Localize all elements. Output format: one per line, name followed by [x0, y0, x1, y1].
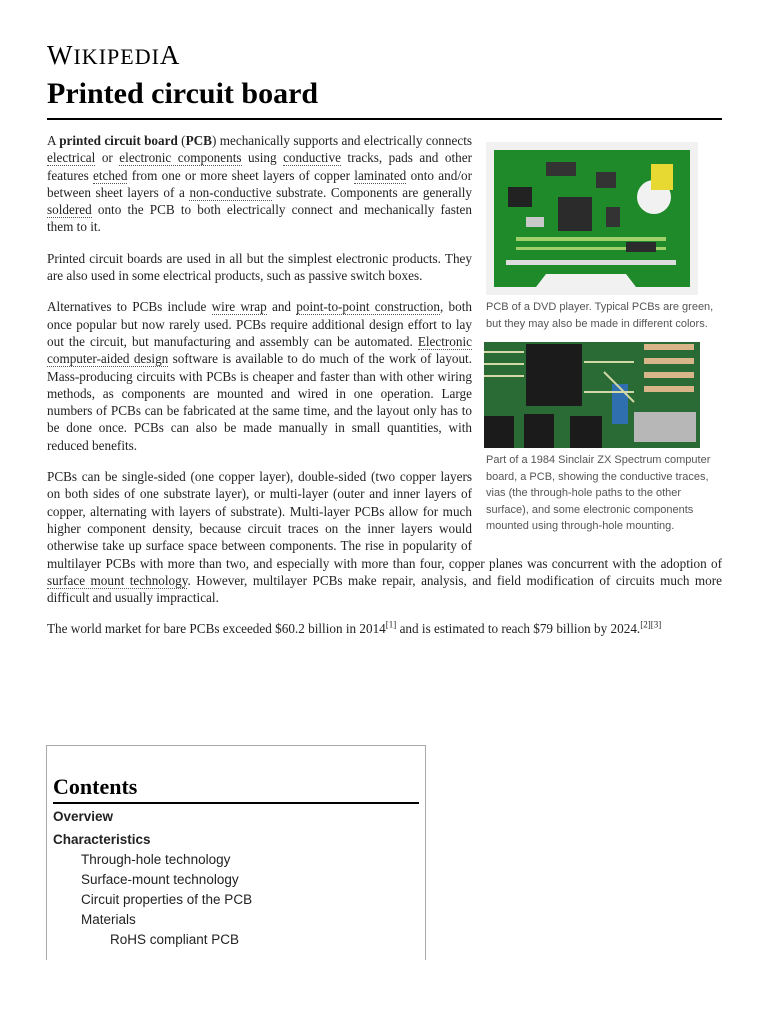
figure-zx-spectrum — [482, 342, 722, 535]
paragraph-layers: PCBs can be single-sided (one copper layer), double-sided (two copper layers on both sides of one substrate layer), or multi-layer (outer and inner layers of copper, alternating with layers of substrate). Multi-layer PCBs allow for much higher component density, because circuit traces on the inner layers would otherwise take up surface space between components. The rise in popularity of multilayer PCBs with more than two, and especially with more than four, copper planes was concurrent with the adoption of surface mount technology. However, multilayer PCBs make repair, analysis, and field modification of circuits much more difficult and usually impractical. — [47, 469, 722, 606]
toc-item-rohs[interactable]: RoHS compliant PCB — [110, 932, 240, 947]
toc-title: Contents — [53, 774, 419, 804]
link-laminated[interactable]: laminated — [354, 167, 407, 183]
page-title: Printed circuit board — [47, 74, 722, 120]
citation-1[interactable]: [1] — [385, 620, 397, 631]
link-surface-mount-technology[interactable]: surface mount technology — [47, 572, 188, 588]
link-etched[interactable]: etched — [93, 167, 128, 183]
link-conductive[interactable]: conductive — [283, 150, 341, 166]
table-of-contents — [46, 745, 426, 960]
wikipedia-logo[interactable]: WIKIPEDIA — [47, 40, 181, 70]
link-electrical[interactable]: electrical — [47, 150, 96, 166]
dvd-pcb-illustration — [486, 142, 698, 295]
link-point-to-point-construction[interactable]: point-to-point construction — [296, 299, 440, 315]
link-wire-wrap[interactable]: wire wrap — [211, 299, 267, 315]
toc-item-circuit-properties[interactable]: Circuit properties of the PCB — [81, 892, 253, 907]
toc-item-overview[interactable]: Overview — [53, 809, 114, 824]
toc-item-characteristics[interactable]: Characteristics — [53, 832, 151, 847]
link-soldered[interactable]: soldered — [47, 202, 92, 218]
citation-3[interactable]: [3] — [650, 620, 662, 631]
figure-caption: Part of a 1984 Sinclair ZX Spectrum computer board, a PCB, showing the conductive traces, vias (the through-hole paths to the other surface), and some electronic components mounted using through-hole mounting. — [486, 454, 711, 532]
link-electronic-components[interactable]: electronic components — [119, 150, 242, 166]
toc-item-materials[interactable]: Materials — [81, 912, 136, 927]
zx-spectrum-illustration — [484, 342, 700, 448]
zx-spectrum-image[interactable] — [484, 342, 700, 448]
paragraph-intro: A printed circuit board (PCB) mechanically supports and electrically connects electrical or electronic components using conductive tracks, pads and other features etched from one or more sheet layers of copper laminated onto and/or between sheet layers of a non-conductive substrate. Components are generally soldered onto the PCB to both electrically connect and mechanically fasten them to it. — [47, 133, 472, 235]
paragraph-uses: Printed circuit boards are used in all but the simplest electronic products. They are also used in some electrical products, such as passive switch boxes. — [47, 250, 472, 284]
article-body — [47, 132, 722, 652]
link-electronic-cad[interactable]: Electronic computer-aided design — [47, 333, 472, 367]
toc-item-through-hole[interactable]: Through-hole technology — [81, 852, 231, 867]
paragraph-alternatives: Alternatives to PCBs include wire wrap and point-to-point construction, both once popular but now rarely used. PCBs require additional design effort to lay out the circuit, but manufacturing and assembly can be automated. Electronic computer-aided design software is available to do much of the work of layout. Mass-producing circuits with PCBs is cheaper and faster than with other wiring methods, as components are mounted and wired in one operation. Large numbers of PCBs can be fabricated at the same time, and the layout only has to be done once. PCBs can also be made manually in small quantities, with reduced benefits. — [47, 299, 473, 453]
figure-dvd-pcb — [482, 142, 722, 332]
citation-2[interactable]: [2] — [640, 620, 651, 631]
dvd-pcb-image[interactable] — [486, 142, 698, 295]
paragraph-market: The world market for bare PCBs exceeded $60.2 billion in 2014[1] and is estimated to reach $79 billion by 2024.[2][3] — [47, 620, 662, 637]
figure-caption: PCB of a DVD player. Typical PCBs are green, but they may also be made in different colors. — [486, 301, 714, 330]
figure-column — [482, 142, 722, 545]
link-non-conductive[interactable]: non-conductive — [189, 184, 272, 200]
toc-item-surface-mount[interactable]: Surface-mount technology — [81, 872, 239, 887]
